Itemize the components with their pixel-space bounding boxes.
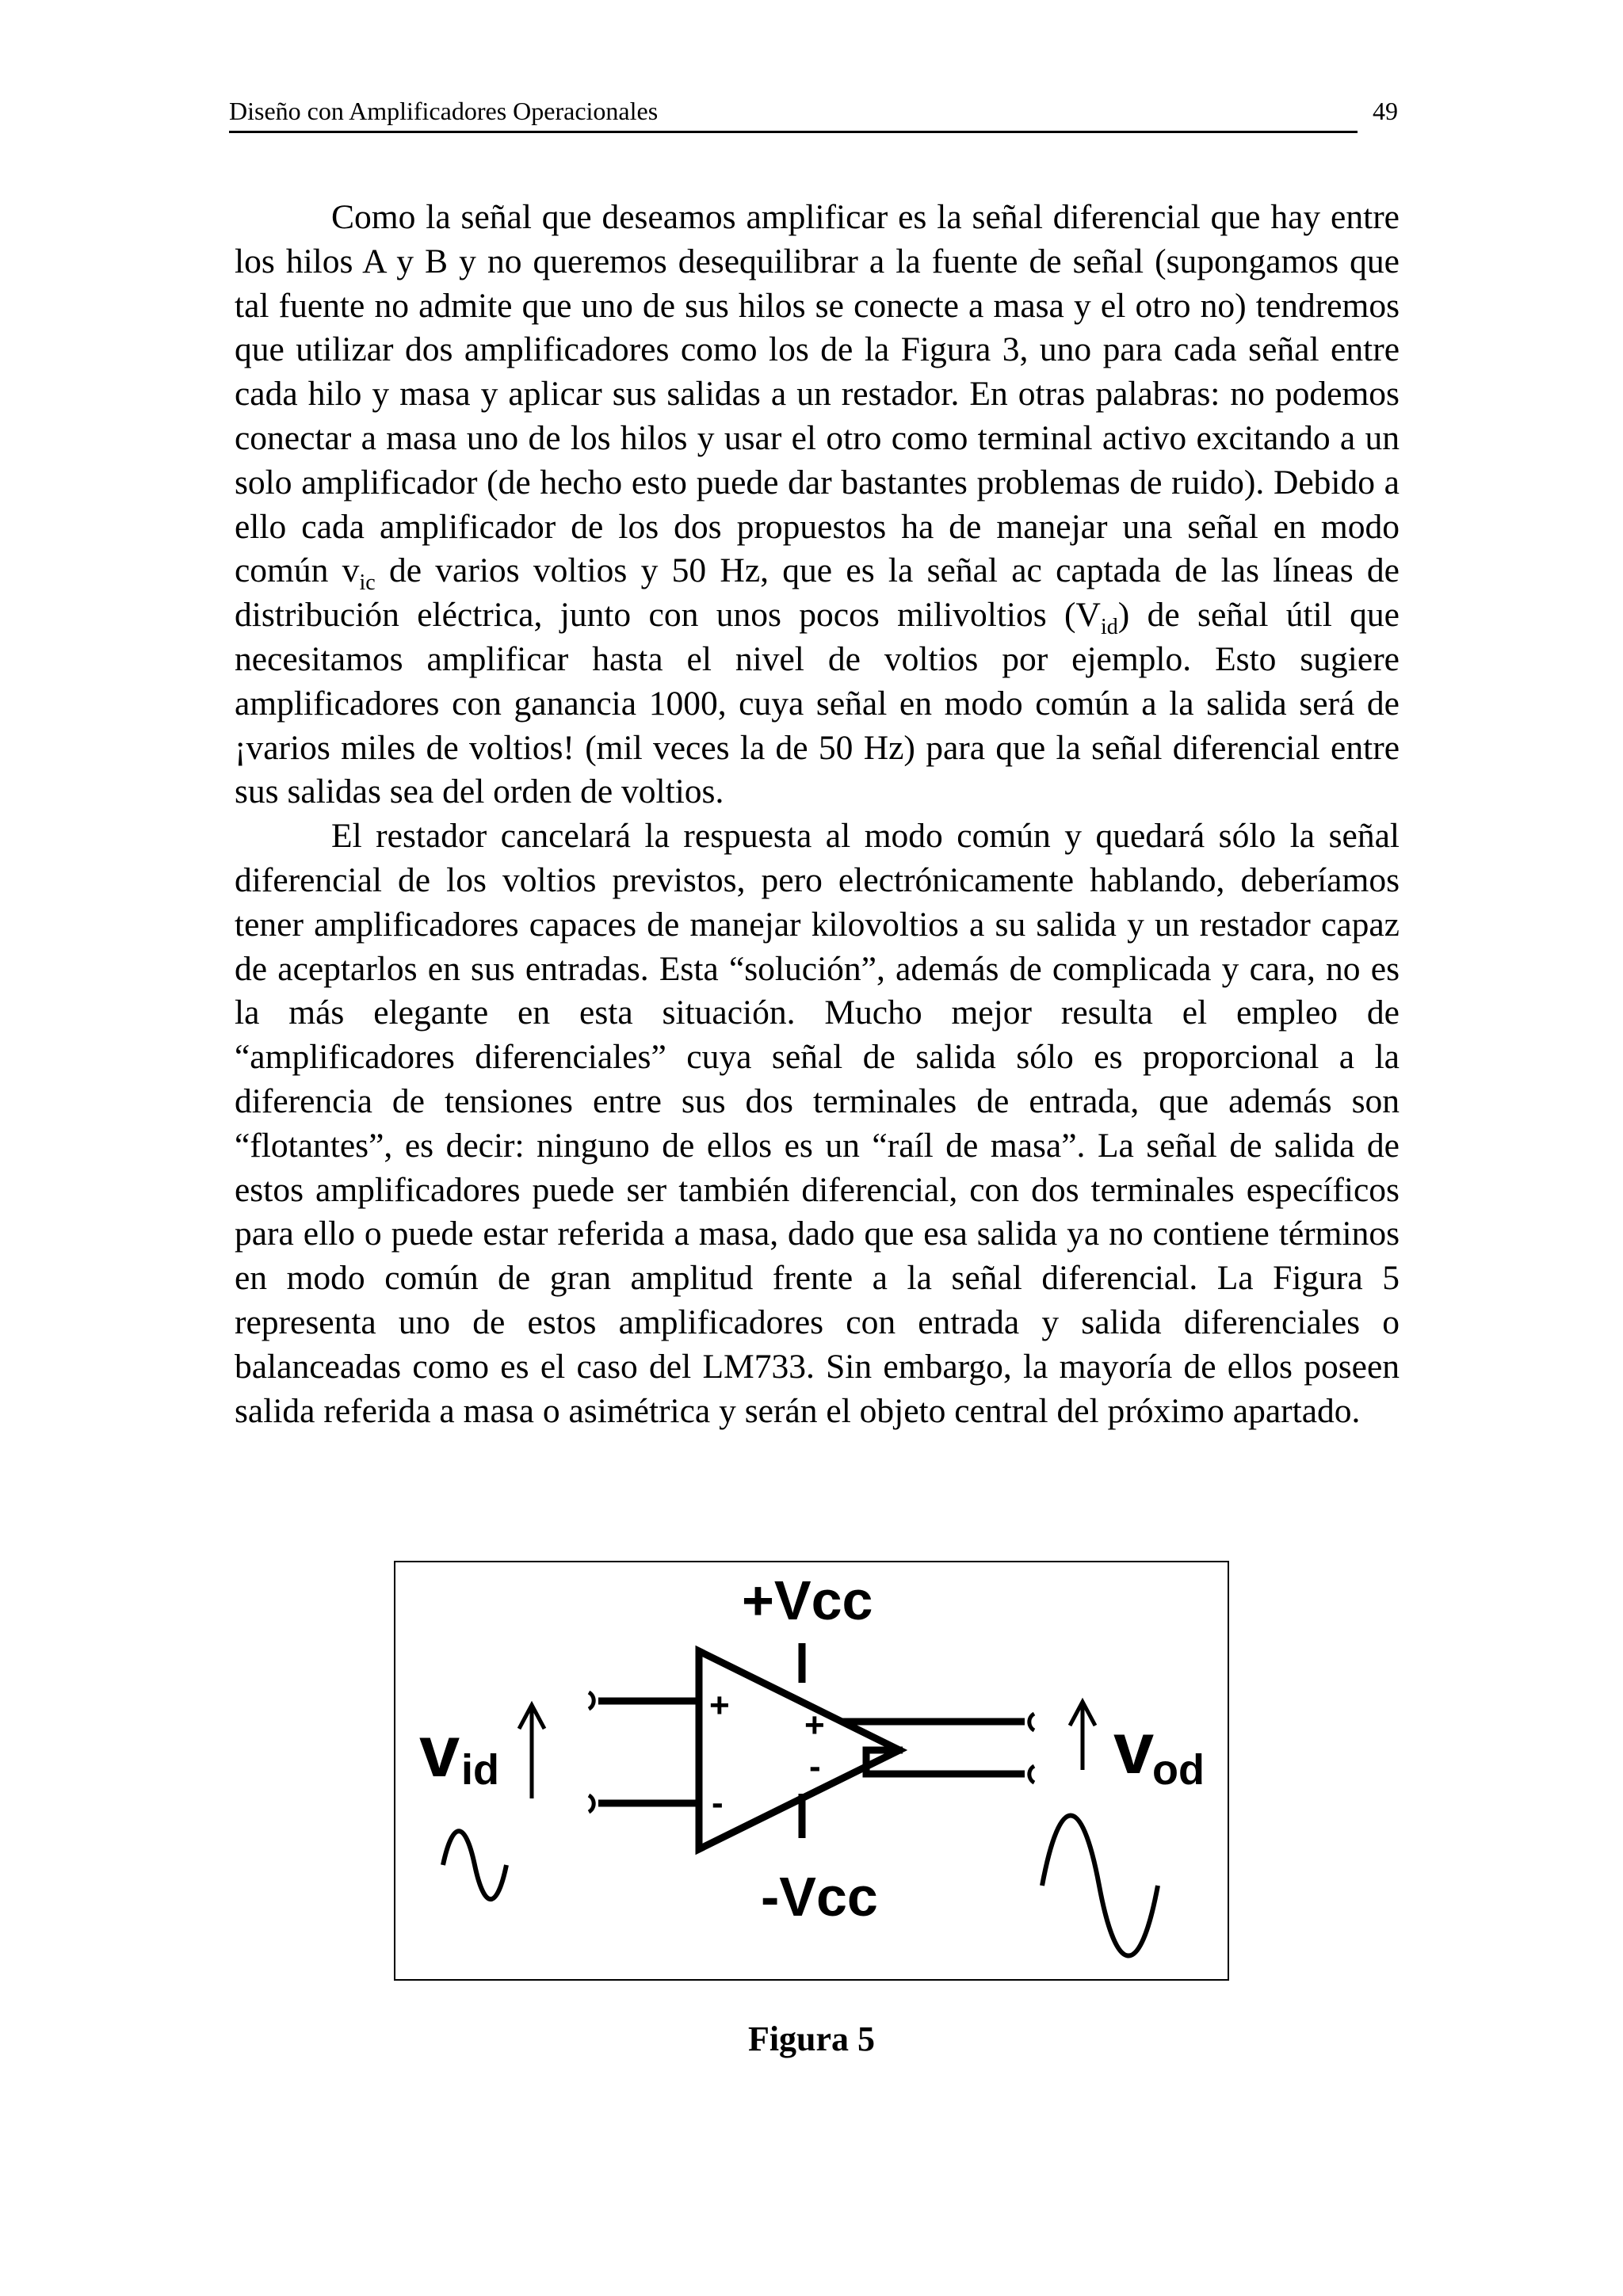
output-terminal-minus: [1029, 1766, 1034, 1783]
input-plus-sign: +: [709, 1686, 730, 1725]
body-text: [235, 196, 1400, 1433]
paragraph-text: El restador cancelará la respuesta al modo común y quedará sólo la señal diferencial de los voltios previstos, pero electrónicamente hablando, deberíamos tener amplificadores capaces de manejar kilovoltios a su salida y un restador capaz de aceptarlos en sus entradas. Esta “solución”, además de complicada y cara, no es la más elegante en esta situación. Mucho mejor resulta el empleo de “amplificadores diferenciales” cuya señal de salida sólo es proporcional a la diferencia de tensiones entre sus dos terminales de entrada, que además son “flotantes”, es decir: ninguno de ellos es un “raíl de masa”. La señal de salida de estos amplificadores puede ser también diferencial, con dos terminales específicos para ello o puede estar referida a masa, dado que esa salida ya no contiene términos en modo común de gran amplitud frente a la señal diferencial. La Figura 5 representa uno de estos amplificadores con entrada y salida diferenciales o balanceadas como es el caso del LM733. Sin embargo, la mayoría de ellos poseen salida referida a masa o asimétrica y serán el objeto central del próximo apartado.: [235, 817, 1400, 1430]
output-minus-sign: -: [809, 1747, 821, 1786]
input-terminal-plus: [589, 1692, 594, 1709]
running-header: [229, 97, 1398, 130]
op-amp-schematic: [395, 1562, 1228, 1979]
output-plus-sign: +: [804, 1706, 825, 1745]
subscript: ic: [359, 570, 376, 596]
output-voltage-subscript: od: [1152, 1746, 1205, 1794]
input-voltage-subscript: id: [461, 1746, 499, 1794]
figure-5-diagram: [394, 1561, 1229, 1981]
output-terminal-plus: [1029, 1714, 1034, 1730]
figure-caption: Figura 5: [747, 2019, 876, 2058]
vcc-positive-label: +Vcc: [742, 1569, 873, 1631]
input-minus-sign: -: [712, 1783, 724, 1822]
output-voltage-label: v: [1113, 1708, 1155, 1789]
input-sine-wave-icon: [443, 1831, 506, 1899]
output-wire-minus: [866, 1750, 1025, 1774]
header-title: Diseño con Amplificadores Operacionales: [229, 97, 659, 125]
page-number: 49: [1373, 97, 1398, 125]
subscript: id: [1100, 615, 1118, 640]
paragraph-text: ) de señal útil que necesitamos amplificar hasta el nivel de voltios por ejemplo. Esto sugiere amplificadores con ganancia 1000, cuya señal en modo común a la salida será de ¡varios miles de voltios! (mil veces la de 50 Hz) para que la señal diferencial entre sus salidas sea del orden de voltios.: [235, 596, 1400, 811]
paragraph: [235, 196, 1400, 814]
input-voltage-label: v: [419, 1711, 460, 1792]
paragraph-text: de varios voltios y 50 Hz, que es la señal ac captada de las líneas de distribución eléctrica, junto con unos pocos milivoltios (V: [235, 551, 1400, 635]
paragraph-text: Como la señal que deseamos amplificar es la señal diferencial que hay entre los hilos A y B y no queremos desequilibrar a la fuente de señal (supongamos que tal fuente no admite que uno de sus hilos se conecte a masa y el otro no) tendremos que utilizar dos amplificadores como los de la Figura 3, uno para cada señal entre cada hilo y masa y aplicar sus salidas a un restador. En otras palabras: no podemos conectar a masa uno de los hilos y usar el otro como terminal activo excitando a un solo amplificador (de hecho esto puede dar bastantes problemas de ruido). Debido a ello cada amplificador de los dos propuestos ha de manejar una señal en modo común v: [235, 198, 1400, 590]
paragraph: [235, 814, 1400, 1433]
vcc-negative-label: -Vcc: [761, 1866, 878, 1928]
header-rule: [229, 131, 1358, 133]
output-sine-wave-icon: [1042, 1816, 1158, 1956]
input-terminal-minus: [589, 1795, 594, 1812]
